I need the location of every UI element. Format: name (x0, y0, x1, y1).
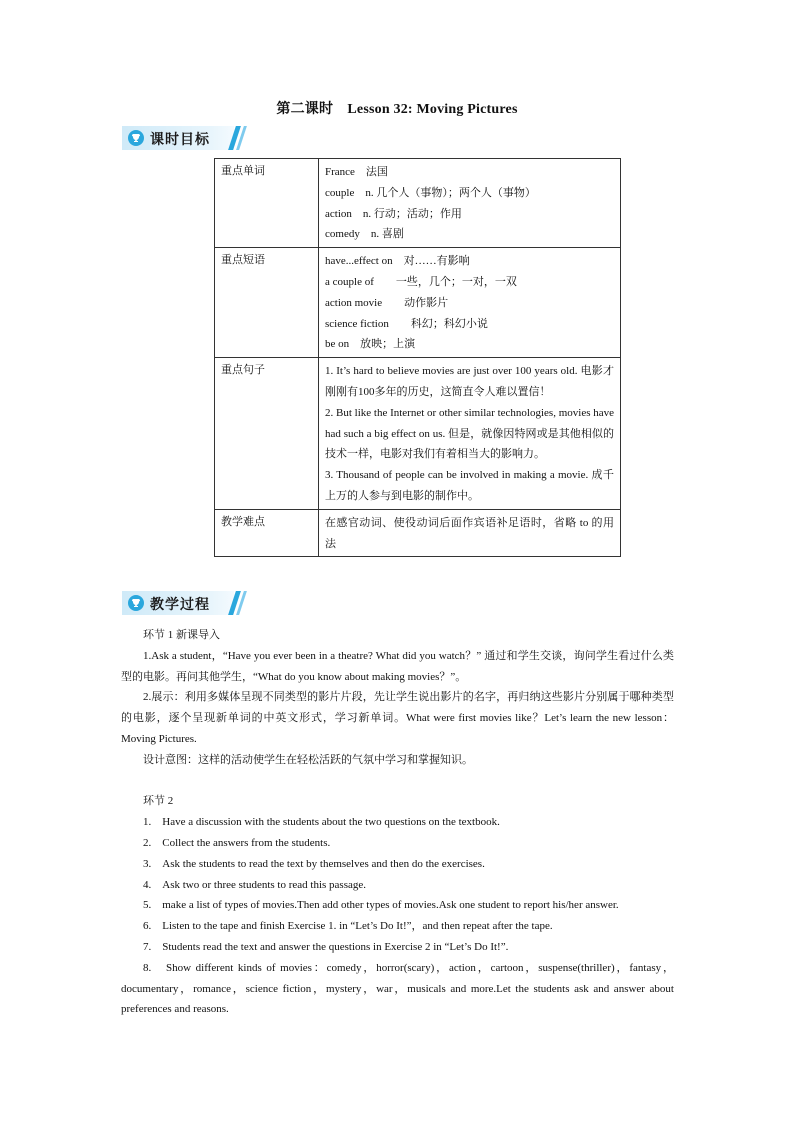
page-title: 第二课时 Lesson 32: Moving Pictures (276, 102, 518, 117)
sentence-line: 1. It’s hard to believe movies are just over 100 years old. 电影才刚刚有100多年的历史，这简直令人难以置信！ (325, 365, 614, 398)
list-item: 8. Show different kinds of movies：comedy，horror(scary)，action，cartoon，suspense(thriller)，fantasy，documentary，romance，science fiction，mystery，war，musicals and more.Let the students ask and answer about preferences and reasons. (121, 961, 674, 1016)
list-item: 5. make a list of types of movies.Then add other types of movies.Ask one student to report his/her answer. (143, 899, 619, 912)
difficulty-line: 在感官动词、使役动词后面作宾语补足语时，省略 to 的用法 (325, 516, 614, 550)
table-row (215, 509, 621, 557)
phrase-line: a couple of 一些，几个；一对，一双 (325, 275, 517, 288)
row-content (319, 159, 621, 248)
list-item: 7. Students read the text and answer the questions in Exercise 2 in “Let’s Do It!”. (143, 940, 509, 953)
vocab-line: comedy n. 喜剧 (325, 228, 404, 241)
step1-paragraph: 1.Ask a student，“Have you ever been in a theatre? What did you watch？” 通过和学生交谈，询问学生看过什么类型的电影。再问其他学生，“What do you know about making movies？”。 (121, 649, 674, 683)
list-item: 6. Listen to the tape and finish Exercise 1. in “Let’s Do It!”，and then repeat after the tape. (143, 920, 553, 933)
design-intent: 设计意图：这样的活动使学生在轻松活跃的气氛中学习和掌握知识。 (143, 753, 473, 766)
table-row (215, 159, 621, 248)
vocab-line: action n. 行动；活动；作用 (325, 207, 462, 220)
table-row (215, 248, 621, 358)
list-item: 4. Ask two or three students to read this passage. (143, 878, 367, 891)
phrase-line: science fiction 科幻；科幻小说 (325, 317, 488, 330)
sentence-line: 3. Thousand of people can be involved in making a movie. 成千上万的人参与到电影的制作中。 (325, 469, 614, 502)
goals-table (214, 158, 621, 557)
process-body (121, 625, 674, 1020)
list-item: 3. Ask the students to read the text by themselves and then do the exercises. (143, 857, 485, 870)
vocab-line: couple n. 几个人（事物）；两个人（事物） (325, 186, 536, 199)
table-row (215, 358, 621, 510)
phrase-line: have...effect on 对……有影响 (325, 255, 470, 268)
row-key: 重点单词 (215, 159, 319, 248)
list-item: 1. Have a discussion with the students about the two questions on the textbook. (143, 816, 500, 829)
section-banner-goals (122, 126, 246, 150)
row-key: 重点短语 (215, 248, 319, 358)
section-banner-process (122, 591, 246, 615)
trophy-icon (128, 595, 144, 611)
vocab-line: France 法国 (325, 166, 388, 178)
phrase-line: be on 放映；上演 (325, 338, 416, 351)
row-key: 重点句子 (215, 358, 319, 510)
row-content (319, 509, 621, 557)
step2-heading: 环节 2 (143, 795, 174, 808)
step1-paragraph: 2.展示：利用多媒体呈现不同类型的影片片段，先让学生说出影片的名字，再归纳这些影片分别属于哪种类型的电影，逐个呈现新单词的中英文形式，学习新单词。What were first movies like？Let’s learn the new lesson：Moving Pictures. (121, 691, 674, 745)
section-label: 课时目标 (150, 132, 210, 148)
section-label: 教学过程 (150, 597, 210, 613)
row-key: 教学难点 (215, 509, 319, 557)
row-content (319, 358, 621, 510)
sentence-line: 2. But like the Internet or other similar technologies, movies have had such a big effect on us. 但是，就像因特网或是其他相似的技术一样，电影对我们有着相当大的影响力。 (325, 406, 614, 461)
list-item: 2. Collect the answers from the students. (143, 836, 331, 849)
step1-heading: 环节 1 新课导入 (143, 629, 220, 641)
phrase-line: action movie 动作影片 (325, 296, 449, 309)
row-content (319, 248, 621, 358)
trophy-icon (128, 130, 144, 146)
